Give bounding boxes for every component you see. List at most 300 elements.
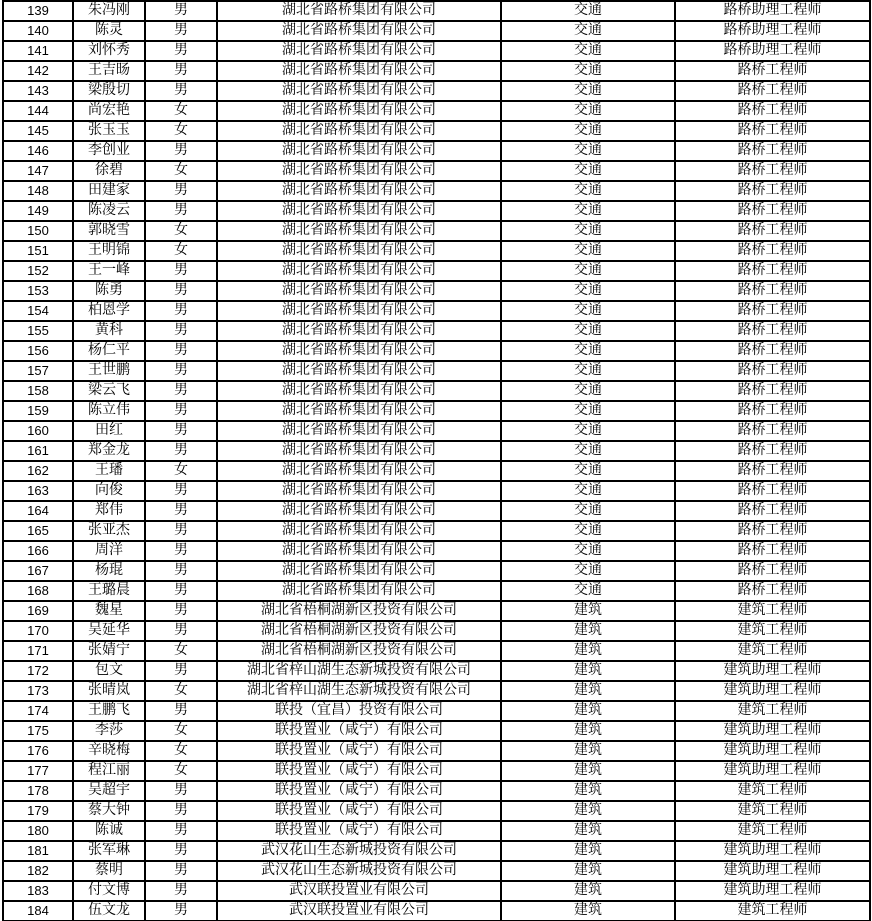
cell-name: 张亚杰: [73, 521, 145, 541]
table-row: [3, 261, 870, 281]
cell-gender: 男: [145, 561, 217, 581]
cell-name: 王明锦: [73, 241, 145, 261]
table-row: [3, 721, 870, 741]
cell-seq: 145: [3, 121, 73, 141]
cell-category: 建筑: [501, 701, 675, 721]
cell-name: 张婧宁: [73, 641, 145, 661]
cell-name: 梁云飞: [73, 381, 145, 401]
cell-seq: 158: [3, 381, 73, 401]
table-row: [3, 321, 870, 341]
cell-name: 李莎: [73, 721, 145, 741]
cell-category: 建筑: [501, 881, 675, 901]
cell-company: 湖北省梧桐湖新区投资有限公司: [217, 641, 501, 661]
cell-name: 蔡明: [73, 861, 145, 881]
table-row: [3, 221, 870, 241]
cell-company: 湖北省路桥集团有限公司: [217, 261, 501, 281]
cell-gender: 女: [145, 121, 217, 141]
cell-gender: 男: [145, 661, 217, 681]
table-row: [3, 241, 870, 261]
table-row: [3, 341, 870, 361]
cell-seq: 142: [3, 61, 73, 81]
cell-category: 交通: [501, 321, 675, 341]
cell-seq: 146: [3, 141, 73, 161]
table-row: [3, 761, 870, 781]
cell-title: 路桥工程师: [675, 221, 870, 241]
cell-gender: 男: [145, 181, 217, 201]
cell-company: 联投置业（咸宁）有限公司: [217, 781, 501, 801]
cell-seq: 147: [3, 161, 73, 181]
cell-seq: 165: [3, 521, 73, 541]
cell-category: 交通: [501, 521, 675, 541]
cell-gender: 女: [145, 461, 217, 481]
cell-gender: 男: [145, 821, 217, 841]
cell-name: 陈勇: [73, 281, 145, 301]
cell-category: 交通: [501, 261, 675, 281]
table-row: [3, 581, 870, 601]
cell-gender: 女: [145, 721, 217, 741]
cell-name: 张玉玉: [73, 121, 145, 141]
cell-company: 湖北省路桥集团有限公司: [217, 21, 501, 41]
cell-company: 联投置业（咸宁）有限公司: [217, 821, 501, 841]
table-row: [3, 641, 870, 661]
cell-title: 路桥工程师: [675, 121, 870, 141]
cell-seq: 155: [3, 321, 73, 341]
cell-seq: 172: [3, 661, 73, 681]
table-row: [3, 421, 870, 441]
table-row: [3, 601, 870, 621]
cell-name: 黄科: [73, 321, 145, 341]
cell-name: 王吉旸: [73, 61, 145, 81]
cell-gender: 男: [145, 581, 217, 601]
cell-gender: 男: [145, 301, 217, 321]
cell-title: 路桥工程师: [675, 401, 870, 421]
cell-name: 李创业: [73, 141, 145, 161]
cell-title: 路桥工程师: [675, 381, 870, 401]
cell-seq: 174: [3, 701, 73, 721]
cell-title: 建筑助理工程师: [675, 861, 870, 881]
table-row: [3, 281, 870, 301]
cell-category: 交通: [501, 121, 675, 141]
cell-title: 路桥助理工程师: [675, 41, 870, 61]
cell-company: 湖北省路桥集团有限公司: [217, 61, 501, 81]
cell-company: 湖北省梧桐湖新区投资有限公司: [217, 621, 501, 641]
cell-name: 蔡大钟: [73, 801, 145, 821]
cell-seq: 162: [3, 461, 73, 481]
cell-seq: 173: [3, 681, 73, 701]
table-row: [3, 781, 870, 801]
cell-gender: 男: [145, 861, 217, 881]
cell-company: 联投置业（咸宁）有限公司: [217, 741, 501, 761]
cell-title: 路桥工程师: [675, 581, 870, 601]
cell-category: 交通: [501, 341, 675, 361]
table-row: [3, 381, 870, 401]
cell-seq: 140: [3, 21, 73, 41]
cell-company: 联投置业（咸宁）有限公司: [217, 761, 501, 781]
cell-name: 张军琳: [73, 841, 145, 861]
cell-category: 建筑: [501, 841, 675, 861]
cell-title: 路桥工程师: [675, 421, 870, 441]
cell-company: 湖北省路桥集团有限公司: [217, 221, 501, 241]
cell-name: 陈立伟: [73, 401, 145, 421]
cell-title: 建筑助理工程师: [675, 761, 870, 781]
cell-company: 湖北省路桥集团有限公司: [217, 1, 501, 21]
cell-seq: 144: [3, 101, 73, 121]
cell-company: 湖北省路桥集团有限公司: [217, 101, 501, 121]
cell-gender: 男: [145, 61, 217, 81]
cell-seq: 150: [3, 221, 73, 241]
cell-name: 杨琨: [73, 561, 145, 581]
cell-gender: 男: [145, 441, 217, 461]
cell-company: 湖北省路桥集团有限公司: [217, 141, 501, 161]
cell-title: 建筑工程师: [675, 641, 870, 661]
cell-category: 交通: [501, 161, 675, 181]
cell-name: 田红: [73, 421, 145, 441]
cell-category: 交通: [501, 241, 675, 261]
cell-company: 湖北省路桥集团有限公司: [217, 161, 501, 181]
cell-title: 建筑工程师: [675, 801, 870, 821]
cell-seq: 160: [3, 421, 73, 441]
cell-gender: 男: [145, 381, 217, 401]
cell-category: 交通: [501, 181, 675, 201]
cell-seq: 182: [3, 861, 73, 881]
cell-seq: 168: [3, 581, 73, 601]
cell-title: 路桥工程师: [675, 341, 870, 361]
cell-gender: 男: [145, 601, 217, 621]
cell-gender: 男: [145, 141, 217, 161]
cell-name: 田建家: [73, 181, 145, 201]
cell-name: 周洋: [73, 541, 145, 561]
cell-title: 路桥工程师: [675, 441, 870, 461]
cell-title: 建筑工程师: [675, 701, 870, 721]
cell-seq: 180: [3, 821, 73, 841]
cell-company: 湖北省路桥集团有限公司: [217, 441, 501, 461]
cell-title: 建筑助理工程师: [675, 721, 870, 741]
cell-name: 向俊: [73, 481, 145, 501]
cell-category: 交通: [501, 1, 675, 21]
cell-name: 吴延华: [73, 621, 145, 641]
cell-category: 交通: [501, 421, 675, 441]
table-row: [3, 461, 870, 481]
cell-title: 建筑助理工程师: [675, 741, 870, 761]
cell-gender: 男: [145, 801, 217, 821]
cell-category: 交通: [501, 541, 675, 561]
cell-title: 路桥工程师: [675, 461, 870, 481]
cell-seq: 170: [3, 621, 73, 641]
cell-company: 湖北省路桥集团有限公司: [217, 381, 501, 401]
table-row: [3, 621, 870, 641]
cell-title: 路桥工程师: [675, 241, 870, 261]
cell-title: 路桥工程师: [675, 81, 870, 101]
cell-title: 路桥工程师: [675, 561, 870, 581]
cell-category: 建筑: [501, 761, 675, 781]
table-row: [3, 101, 870, 121]
cell-title: 路桥工程师: [675, 521, 870, 541]
cell-category: 建筑: [501, 661, 675, 681]
cell-seq: 148: [3, 181, 73, 201]
cell-title: 路桥助理工程师: [675, 21, 870, 41]
cell-category: 交通: [501, 201, 675, 221]
cell-title: 路桥工程师: [675, 161, 870, 181]
cell-gender: 男: [145, 521, 217, 541]
cell-company: 湖北省路桥集团有限公司: [217, 41, 501, 61]
table-row: [3, 841, 870, 861]
cell-title: 建筑工程师: [675, 781, 870, 801]
cell-category: 交通: [501, 441, 675, 461]
cell-title: 路桥工程师: [675, 501, 870, 521]
table-row: [3, 201, 870, 221]
cell-company: 湖北省路桥集团有限公司: [217, 341, 501, 361]
cell-company: 湖北省路桥集团有限公司: [217, 501, 501, 521]
cell-category: 交通: [501, 581, 675, 601]
cell-seq: 181: [3, 841, 73, 861]
cell-category: 交通: [501, 381, 675, 401]
cell-category: 交通: [501, 561, 675, 581]
cell-category: 建筑: [501, 741, 675, 761]
cell-title: 路桥工程师: [675, 101, 870, 121]
cell-seq: 151: [3, 241, 73, 261]
table-row: [3, 741, 870, 761]
cell-seq: 166: [3, 541, 73, 561]
cell-category: 交通: [501, 101, 675, 121]
table-row: [3, 661, 870, 681]
table-row: [3, 881, 870, 901]
table-row: [3, 501, 870, 521]
table-row: [3, 541, 870, 561]
cell-title: 路桥工程师: [675, 541, 870, 561]
cell-category: 交通: [501, 141, 675, 161]
cell-seq: 179: [3, 801, 73, 821]
cell-name: 王璠: [73, 461, 145, 481]
cell-seq: 156: [3, 341, 73, 361]
cell-gender: 男: [145, 421, 217, 441]
table-row: [3, 21, 870, 41]
cell-gender: 男: [145, 41, 217, 61]
cell-name: 包文: [73, 661, 145, 681]
cell-company: 联投（宜昌）投资有限公司: [217, 701, 501, 721]
cell-name: 辛晓梅: [73, 741, 145, 761]
cell-seq: 164: [3, 501, 73, 521]
table-row: [3, 141, 870, 161]
table-row: [3, 701, 870, 721]
cell-category: 交通: [501, 41, 675, 61]
cell-category: 建筑: [501, 641, 675, 661]
cell-name: 程江丽: [73, 761, 145, 781]
cell-category: 建筑: [501, 621, 675, 641]
cell-seq: 176: [3, 741, 73, 761]
cell-gender: 男: [145, 341, 217, 361]
cell-title: 路桥工程师: [675, 181, 870, 201]
table-row: [3, 81, 870, 101]
cell-company: 湖北省梓山湖生态新城投资有限公司: [217, 681, 501, 701]
cell-seq: 184: [3, 901, 73, 921]
cell-company: 湖北省路桥集团有限公司: [217, 561, 501, 581]
cell-gender: 男: [145, 401, 217, 421]
cell-title: 建筑助理工程师: [675, 841, 870, 861]
cell-name: 王璐晨: [73, 581, 145, 601]
cell-company: 湖北省路桥集团有限公司: [217, 461, 501, 481]
table-row: [3, 181, 870, 201]
cell-category: 交通: [501, 61, 675, 81]
cell-title: 建筑助理工程师: [675, 681, 870, 701]
table-row: [3, 41, 870, 61]
cell-title: 建筑工程师: [675, 821, 870, 841]
table-row: [3, 361, 870, 381]
table-row: [3, 561, 870, 581]
cell-seq: 157: [3, 361, 73, 381]
cell-name: 郭晓雪: [73, 221, 145, 241]
table-row: [3, 441, 870, 461]
cell-gender: 男: [145, 781, 217, 801]
cell-title: 建筑助理工程师: [675, 881, 870, 901]
cell-title: 路桥工程师: [675, 201, 870, 221]
cell-category: 交通: [501, 301, 675, 321]
cell-category: 建筑: [501, 861, 675, 881]
cell-category: 建筑: [501, 801, 675, 821]
cell-title: 路桥工程师: [675, 261, 870, 281]
cell-seq: 163: [3, 481, 73, 501]
cell-seq: 183: [3, 881, 73, 901]
cell-name: 郑金龙: [73, 441, 145, 461]
cell-gender: 男: [145, 901, 217, 921]
cell-seq: 152: [3, 261, 73, 281]
cell-category: 交通: [501, 221, 675, 241]
table-row: [3, 61, 870, 81]
cell-category: 交通: [501, 401, 675, 421]
cell-gender: 男: [145, 361, 217, 381]
cell-gender: 男: [145, 81, 217, 101]
cell-category: 交通: [501, 501, 675, 521]
cell-gender: 女: [145, 161, 217, 181]
cell-category: 交通: [501, 461, 675, 481]
table-row: [3, 481, 870, 501]
cell-title: 路桥工程师: [675, 141, 870, 161]
cell-title: 路桥工程师: [675, 281, 870, 301]
cell-company: 湖北省路桥集团有限公司: [217, 581, 501, 601]
cell-title: 路桥工程师: [675, 301, 870, 321]
cell-name: 刘怀秀: [73, 41, 145, 61]
cell-company: 武汉花山生态新城投资有限公司: [217, 841, 501, 861]
table-row: [3, 861, 870, 881]
cell-seq: 178: [3, 781, 73, 801]
cell-company: 湖北省路桥集团有限公司: [217, 301, 501, 321]
cell-company: 湖北省梧桐湖新区投资有限公司: [217, 601, 501, 621]
cell-title: 路桥工程师: [675, 61, 870, 81]
cell-gender: 女: [145, 741, 217, 761]
cell-gender: 男: [145, 481, 217, 501]
cell-name: 杨仁平: [73, 341, 145, 361]
cell-name: 伍文龙: [73, 901, 145, 921]
cell-company: 湖北省路桥集团有限公司: [217, 481, 501, 501]
cell-title: 建筑工程师: [675, 601, 870, 621]
cell-name: 张晴岚: [73, 681, 145, 701]
cell-gender: 女: [145, 101, 217, 121]
cell-gender: 男: [145, 501, 217, 521]
cell-name: 魏星: [73, 601, 145, 621]
cell-gender: 男: [145, 621, 217, 641]
cell-title: 建筑助理工程师: [675, 661, 870, 681]
cell-seq: 153: [3, 281, 73, 301]
cell-company: 湖北省路桥集团有限公司: [217, 321, 501, 341]
cell-gender: 男: [145, 261, 217, 281]
cell-category: 交通: [501, 361, 675, 381]
cell-gender: 男: [145, 281, 217, 301]
cell-company: 湖北省路桥集团有限公司: [217, 541, 501, 561]
cell-name: 王世鹏: [73, 361, 145, 381]
cell-company: 联投置业（咸宁）有限公司: [217, 721, 501, 741]
personnel-table-body: [3, 1, 870, 921]
cell-gender: 女: [145, 681, 217, 701]
cell-category: 建筑: [501, 601, 675, 621]
cell-seq: 169: [3, 601, 73, 621]
cell-title: 路桥工程师: [675, 481, 870, 501]
cell-name: 尚宏艳: [73, 101, 145, 121]
cell-gender: 女: [145, 241, 217, 261]
cell-name: 吴超宇: [73, 781, 145, 801]
cell-company: 湖北省路桥集团有限公司: [217, 81, 501, 101]
cell-gender: 男: [145, 201, 217, 221]
cell-seq: 161: [3, 441, 73, 461]
cell-company: 湖北省路桥集团有限公司: [217, 421, 501, 441]
cell-category: 建筑: [501, 901, 675, 921]
cell-category: 建筑: [501, 781, 675, 801]
cell-name: 柏恩学: [73, 301, 145, 321]
cell-gender: 女: [145, 641, 217, 661]
table-row: [3, 521, 870, 541]
cell-company: 湖北省梓山湖生态新城投资有限公司: [217, 661, 501, 681]
cell-name: 徐碧: [73, 161, 145, 181]
cell-company: 湖北省路桥集团有限公司: [217, 521, 501, 541]
cell-company: 联投置业（咸宁）有限公司: [217, 801, 501, 821]
cell-name: 郑伟: [73, 501, 145, 521]
cell-category: 交通: [501, 21, 675, 41]
cell-title: 路桥工程师: [675, 361, 870, 381]
cell-seq: 167: [3, 561, 73, 581]
cell-seq: 149: [3, 201, 73, 221]
cell-company: 湖北省路桥集团有限公司: [217, 181, 501, 201]
cell-gender: 男: [145, 541, 217, 561]
cell-name: 陈灵: [73, 21, 145, 41]
table-row: [3, 161, 870, 181]
personnel-table: [2, 0, 871, 921]
cell-company: 湖北省路桥集团有限公司: [217, 241, 501, 261]
cell-title: 建筑工程师: [675, 621, 870, 641]
table-row: [3, 681, 870, 701]
cell-gender: 男: [145, 701, 217, 721]
table-row: [3, 121, 870, 141]
cell-gender: 男: [145, 21, 217, 41]
cell-company: 武汉联投置业有限公司: [217, 901, 501, 921]
cell-category: 交通: [501, 481, 675, 501]
cell-seq: 175: [3, 721, 73, 741]
cell-gender: 男: [145, 881, 217, 901]
table-row: [3, 801, 870, 821]
cell-gender: 男: [145, 321, 217, 341]
cell-seq: 143: [3, 81, 73, 101]
cell-gender: 男: [145, 841, 217, 861]
cell-category: 交通: [501, 81, 675, 101]
cell-name: 王鹏飞: [73, 701, 145, 721]
cell-name: 梁殷切: [73, 81, 145, 101]
cell-seq: 139: [3, 1, 73, 21]
cell-name: 朱冯刚: [73, 1, 145, 21]
cell-seq: 154: [3, 301, 73, 321]
cell-seq: 171: [3, 641, 73, 661]
cell-company: 武汉花山生态新城投资有限公司: [217, 861, 501, 881]
cell-title: 路桥工程师: [675, 321, 870, 341]
table-row: [3, 901, 870, 921]
cell-company: 湖北省路桥集团有限公司: [217, 201, 501, 221]
cell-company: 湖北省路桥集团有限公司: [217, 361, 501, 381]
